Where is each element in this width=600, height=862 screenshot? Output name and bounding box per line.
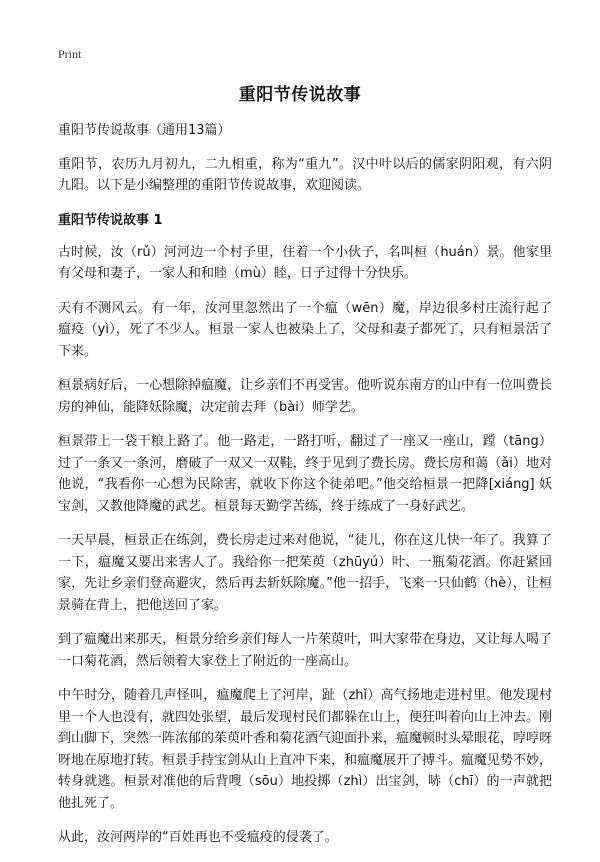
story-paragraph: 桓景病好后，一心想除掉瘟魔，让乡亲们不再受害。他听说东南方的山中有一位叫费长房的神仙，能降妖除魔，决定前去拜（bài）师学艺。 (58, 378, 553, 415)
story-paragraph: 天有不测风云。有一年，汝河里忽然出了一个瘟（wēn）魔，岸边很多村庄流行起了瘟疫（yì），死了不少人。桓景一家人也被染上了，父母和妻子都死了，只有桓景活了下来。 (58, 300, 552, 359)
intro-paragraph: 重阳节，农历九月初九，二九相重，称为“重九”。汉中叶以后的儒家阴阳观，有六阴九阳。以下是小编整理的重阳节传说故事，欢迎阅读。 (58, 156, 552, 193)
story-paragraph: 从此，汝河两岸的“百姓再也不受瘟疫的侵袭了。 (58, 830, 338, 845)
print-label[interactable]: Print (58, 47, 82, 61)
story-paragraph: 古时候，汝（rǔ）河河边一个村子里，住着一个小伙子，名叫桓（huán）景。他家里有父母和妻子，一家人和和睦（mù）睦，日子过得十分快乐。 (58, 244, 552, 281)
story-paragraph: 中午时分，随着几声怪叫，瘟魔爬上了河岸，趾（zhǐ）高气扬地走进村里。他发现村里一个人也没有，就四处张望，最后发现村民们都躲在山上，便狂叫着向山上冲去。刚到山脚下，突然一阵浓郁的茱萸叶香和菊花酒气迎面扑来，瘟魔顿时头晕眼花，哼哼呀呀地在原地打转。桓景手持宝剑从山上直冲下来，和瘟魔展开了搏斗。瘟魔见势不妙，转身就逃。桓景对准他的后背嗖（sōu）地投掷（zhì）出宝剑，哧（chī）的一声就把他扎死了。 (58, 688, 553, 811)
story-paragraph: 到了瘟魔出来那天，桓景分给乡亲们每人一片茱萸叶，叫大家带在身边，又让每人喝了一口菊花酒，然后领着大家登上了附近的一座高山。 (58, 632, 553, 669)
story-paragraph: 桓景带上一袋干粮上路了。他一路走，一路打听，翻过了一座又一座山，蹚（tāng）过了一条又一条河，磨破了一双又一双鞋，终于见到了费长房。费长房和蔼（ǎi）地对他说，“我看你一心想为民除害，就收下你这个徒弟吧。”他交给桓景一把降[xiáng] 妖宝剑，又教他降魔的武艺。桓景每天勤学苦练，终于练成了一身好武艺。 (58, 434, 552, 514)
story-paragraph: 一天早晨，桓景正在练剑，费长房走过来对他说，“徒儿，你在这儿快一年了。我算了一下，瘟魔又要出来害人了。我给你一把茱萸（zhūyú）叶、一瓶菊花酒。你赶紧回家，先让乡亲们登高避灾，然后再去斩妖除魔。”他一招手，飞来一只仙鹤（hè），让桓景骑在背上，把他送回了家。 (58, 533, 552, 613)
document-body (58, 120, 552, 862)
page-title: 重阳节传说故事 (238, 85, 362, 105)
section-heading: 重阳节传说故事 1 (58, 212, 163, 228)
document-subtitle: 重阳节传说故事（通用13篇） (58, 123, 231, 138)
